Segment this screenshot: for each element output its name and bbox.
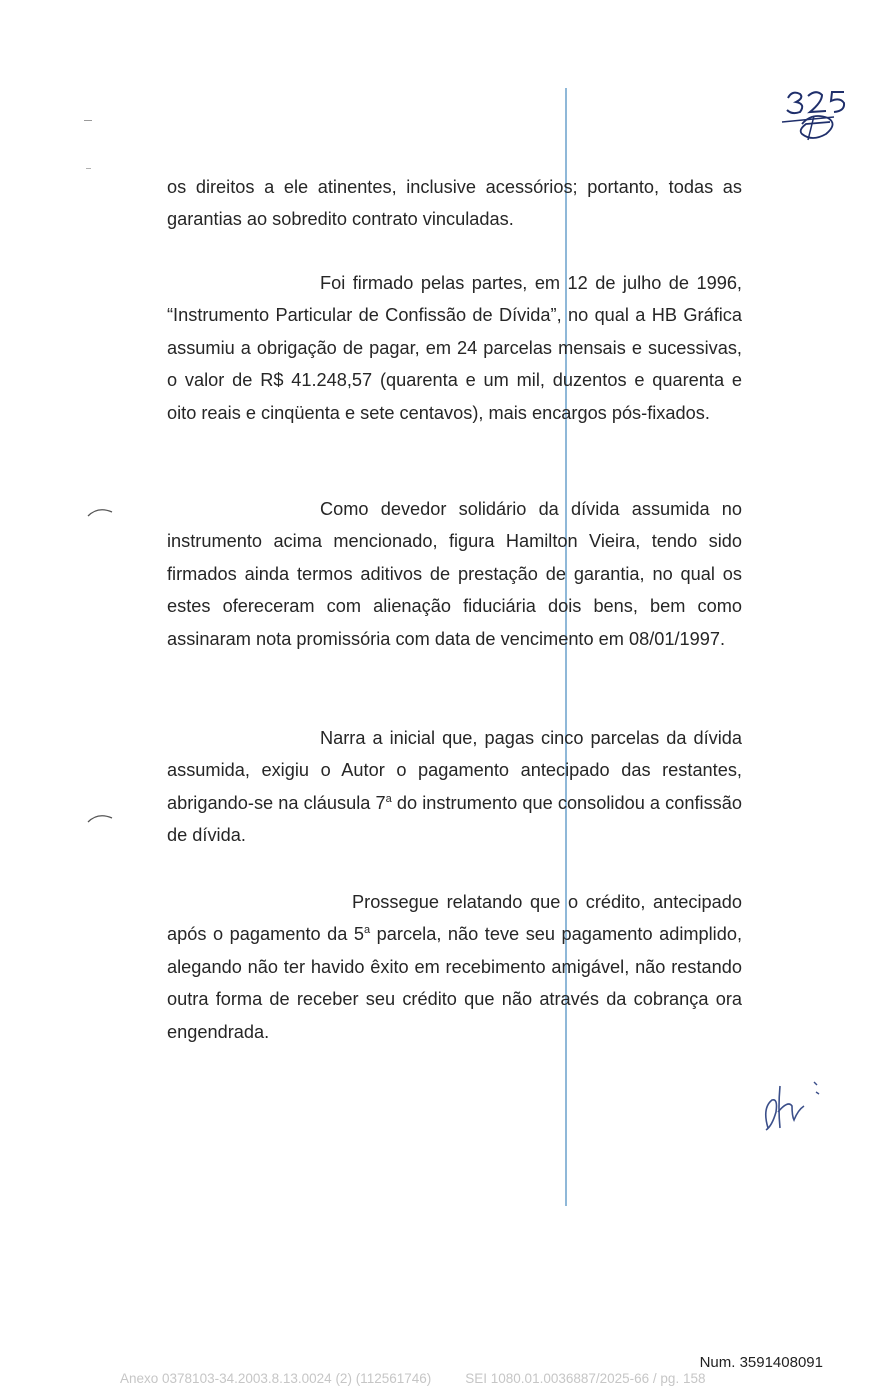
paragraph bbox=[167, 722, 742, 852]
annex-reference: Anexo 0378103-34.2003.8.13.0024 (2) (112561746) bbox=[120, 1371, 432, 1386]
paragraph bbox=[167, 886, 742, 1048]
handwritten-initials bbox=[758, 1072, 828, 1142]
punch-hole-mark bbox=[86, 504, 114, 518]
paragraph-text: Prossegue relatando que o crédito, antecipado após o pagamento da 5 bbox=[167, 892, 742, 945]
margin-mark bbox=[86, 168, 91, 169]
ordinal-superscript: a bbox=[364, 924, 371, 937]
folio-stamp bbox=[778, 84, 858, 148]
paragraph-text: parcela, não teve seu pagamento adimplido, alegando não ter havido êxito em recebimento amigável, não restando outra forma de receber seu crédito que não através da cobrança ora engendrada. bbox=[167, 924, 742, 1042]
sei-reference: SEI 1080.01.0036887/2025-66 / pg. 158 bbox=[465, 1371, 706, 1386]
ordinal-superscript: a bbox=[385, 792, 392, 805]
paragraph-text: Narra a inicial que, pagas cinco parcelas da dívida assumida, exigiu o Autor o pagamento antecipado das restantes, abrigando-se na cláusula 7 bbox=[167, 728, 742, 813]
paragraph: Como devedor solidário da dívida assumida no instrumento acima mencionado, figura Hamilton Vieira, tendo sido firmados ainda termos aditivos de prestação de garantia, no qual os estes ofereceram com alienação fiduciária dois bens, bem como assinaram nota promissória com data de vencimento em 08/01/1997. bbox=[167, 499, 742, 649]
paragraph: Foi firmado pelas partes, em 12 de julho de 1996, “Instrumento Particular de Confissão de Dívida”, no qual a HB Gráfica assumiu a obrigação de pagar, em 24 parcelas mensais e sucessivas, o valor de R$ 41.248,57 (quarenta e um mil, duzentos e quarenta e oito reais e cinqüenta e sete centavos), mais encargos pós-fixados. bbox=[167, 273, 742, 423]
document-number: Num. 3591408091 bbox=[699, 1354, 823, 1371]
paragraph: os direitos a ele atinentes, inclusive acessórios; portanto, todas as garantias ao sobredito contrato vinculadas. bbox=[167, 177, 742, 230]
punch-hole-mark bbox=[86, 810, 114, 824]
margin-mark bbox=[84, 120, 92, 121]
paragraph-text: do instrumento que consolidou a confissão de dívida. bbox=[167, 792, 743, 846]
footer-reference bbox=[120, 1371, 780, 1386]
